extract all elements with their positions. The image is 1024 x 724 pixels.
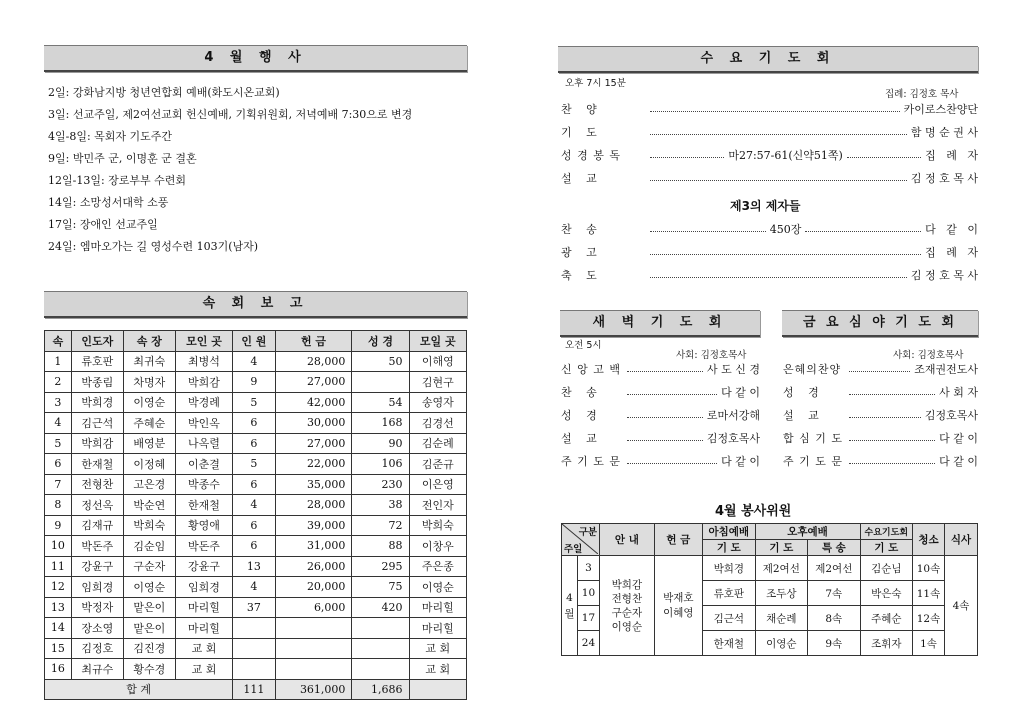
- program-label: 합 심 기 도: [783, 432, 843, 445]
- list-item: 12일-13일: 장로부부 수련회: [48, 174, 187, 187]
- table-row: [562, 556, 978, 581]
- table-cell: 이은영: [409, 474, 466, 495]
- program-label: 설 교: [561, 172, 598, 185]
- afternoon-special-cell: 7속: [808, 581, 861, 606]
- clean-header: 청소: [913, 524, 945, 556]
- program-label: 주 기 도 문: [561, 455, 621, 468]
- table-cell: 230: [352, 474, 409, 495]
- dotted-leader: [650, 231, 766, 232]
- table-cell: 박경례: [175, 392, 232, 413]
- afternoon-special-cell: 8속: [808, 606, 861, 631]
- table-cell: 주은종: [409, 556, 466, 577]
- table-cell: 72: [352, 515, 409, 536]
- column-header: 모인 곳: [175, 331, 232, 352]
- table-row: [45, 392, 467, 413]
- table-cell: [352, 372, 409, 393]
- table-cell: 박돈주: [175, 536, 232, 557]
- sokhoe-header: 속 회 보 고: [44, 291, 467, 318]
- table-cell: 강윤구: [71, 556, 123, 577]
- table-cell: 정선옥: [71, 495, 123, 516]
- dotted-leader: [650, 134, 907, 135]
- table-cell: 박희경: [71, 392, 123, 413]
- table-cell: [275, 618, 352, 639]
- table-cell: 27,000: [275, 372, 352, 393]
- table-cell: 50: [352, 351, 409, 372]
- dotted-leader: [650, 180, 907, 181]
- table-cell: 37: [233, 597, 275, 618]
- table-row: [45, 536, 467, 557]
- program-value: 다 같 이: [939, 455, 978, 468]
- program-line: [561, 384, 760, 400]
- table-cell: 박순연: [123, 495, 175, 516]
- table-cell: 김진경: [123, 638, 175, 659]
- corner-top-label: 구분: [578, 527, 598, 538]
- program-value: 다 같 이: [721, 386, 760, 399]
- table-cell: 3: [45, 392, 72, 413]
- table-cell: 4: [233, 495, 275, 516]
- morning-prayer-cell: 박희경: [703, 556, 756, 581]
- afternoon-header: 오후예배: [755, 524, 860, 540]
- table-cell: 주혜순: [123, 413, 175, 434]
- program-line: [783, 430, 978, 446]
- table-cell: 35,000: [275, 474, 352, 495]
- friday-leader: 사회: 김정호목사: [893, 350, 964, 361]
- table-row: [45, 515, 467, 536]
- morning-prayer-cell: 류호판: [703, 581, 756, 606]
- program-value: 다 같 이: [939, 432, 978, 445]
- table-cell: 김경선: [409, 413, 466, 434]
- program-value: 집 례 자: [925, 149, 979, 162]
- table-cell: [352, 638, 409, 659]
- table-cell: 42,000: [275, 392, 352, 413]
- table-row: [45, 659, 467, 680]
- table-cell: 박희숙: [409, 515, 466, 536]
- table-cell: 교 회: [409, 659, 466, 680]
- table-cell: 전형찬: [71, 474, 123, 495]
- table-cell: 28,000: [275, 351, 352, 372]
- table-cell: 마리힐: [409, 597, 466, 618]
- table-cell: 420: [352, 597, 409, 618]
- program-value: 다 같 이: [925, 223, 979, 236]
- week-cell: 3: [577, 556, 599, 581]
- list-item: 4일-8일: 목회자 기도주간: [48, 130, 173, 143]
- table-cell: 류호판: [71, 351, 123, 372]
- week-cell: 17: [577, 606, 599, 631]
- table-cell: 한재철: [175, 495, 232, 516]
- table-cell: 박희숙: [123, 515, 175, 536]
- table-cell: 박정자: [71, 597, 123, 618]
- table-cell: 김재규: [71, 515, 123, 536]
- dotted-leader: [627, 417, 703, 418]
- table-cell: [233, 659, 275, 680]
- program-line: [561, 124, 978, 140]
- dotted-leader: [627, 440, 703, 441]
- table-cell: 이영순: [123, 577, 175, 598]
- table-cell: 김정호: [71, 638, 123, 659]
- table-cell: 6: [233, 515, 275, 536]
- table-row: [45, 372, 467, 393]
- dotted-leader: [650, 111, 900, 112]
- table-cell: 이춘결: [175, 454, 232, 475]
- program-value: 사 도 신 경: [707, 363, 760, 376]
- afternoon-prayer-cell: 채순례: [755, 606, 808, 631]
- program-line: [783, 361, 978, 377]
- table-cell: 차명자: [123, 372, 175, 393]
- morning-prayer-header: 기 도: [703, 540, 756, 556]
- dotted-leader: [847, 157, 921, 158]
- afternoon-special-cell: 9속: [808, 631, 861, 656]
- bongsa-title: 4월 봉사위원: [715, 504, 792, 519]
- total-row: [45, 679, 467, 700]
- table-cell: 김준규: [409, 454, 466, 475]
- program-label: 주 기 도 문: [783, 455, 843, 468]
- table-cell: 6: [233, 433, 275, 454]
- program-label: 기 도: [561, 126, 598, 139]
- program-line: [561, 170, 978, 186]
- table-cell: 30,000: [275, 413, 352, 434]
- table-cell: 4: [233, 577, 275, 598]
- table-cell: 14: [45, 618, 72, 639]
- morning-prayer-cell: 한재철: [703, 631, 756, 656]
- table-cell: 맡은이: [123, 618, 175, 639]
- table-cell: 90: [352, 433, 409, 454]
- wed-prayer-cell: 주혜순: [860, 606, 913, 631]
- column-header: 헌 금: [275, 331, 352, 352]
- table-cell: 최귀숙: [123, 351, 175, 372]
- wed-prayer-header: 기 도: [860, 540, 913, 556]
- list-item: 2일: 강화남지방 청년연합회 예배(화도시온교회): [48, 86, 280, 99]
- program-label: 은혜의찬양: [783, 363, 842, 376]
- program-value: 김 정 호 목 사: [910, 269, 978, 282]
- morning-prayer-cell: 김근석: [703, 606, 756, 631]
- table-header-row: [45, 331, 467, 352]
- table-cell: 배영분: [123, 433, 175, 454]
- table-cell: 10: [45, 536, 72, 557]
- program-value: 김정호목사: [706, 432, 760, 445]
- total-offering: 361,000: [275, 679, 352, 700]
- wed-header: 수요기도회: [860, 524, 913, 540]
- table-cell: 5: [233, 454, 275, 475]
- dotted-leader: [627, 394, 717, 395]
- dotted-leader: [849, 417, 921, 418]
- friday-header: 금 요 심 야 기 도 회: [782, 310, 978, 337]
- table-row: [45, 351, 467, 372]
- dawn-leader: 사회: 김정호목사: [676, 350, 747, 361]
- table-cell: [352, 618, 409, 639]
- table-cell: 김순례: [409, 433, 466, 454]
- table-row: [45, 556, 467, 577]
- program-label: 축 도: [561, 269, 598, 282]
- list-item: 9일: 박민주 군, 이명훈 군 결혼: [48, 152, 197, 165]
- table-cell: 8: [45, 495, 72, 516]
- table-cell: 88: [352, 536, 409, 557]
- table-cell: [352, 659, 409, 680]
- table-cell: 6: [233, 413, 275, 434]
- table-cell: 강윤구: [175, 556, 232, 577]
- table-cell: 20,000: [275, 577, 352, 598]
- table-cell: 75: [352, 577, 409, 598]
- guide-header: 안 내: [600, 524, 655, 556]
- total-label: 합 계: [45, 679, 233, 700]
- program-label: 설 교: [783, 409, 820, 422]
- table-cell: 박돈주: [71, 536, 123, 557]
- program-line: [561, 361, 760, 377]
- program-label: 신 앙 고 백: [561, 363, 621, 376]
- bongsa-table: [561, 523, 978, 656]
- table-cell: 6,000: [275, 597, 352, 618]
- program-line: [561, 453, 760, 469]
- table-cell: 교 회: [175, 659, 232, 680]
- table-cell: 송영자: [409, 392, 466, 413]
- table-cell: [275, 638, 352, 659]
- table-cell: 황영애: [175, 515, 232, 536]
- table-cell: 11: [45, 556, 72, 577]
- column-header: 속 장: [123, 331, 175, 352]
- list-item: 3일: 선교주일, 제2여선교회 헌신예배, 기획위원회, 저녁예배 7:30으로 변경: [48, 108, 413, 121]
- column-header: 인도자: [71, 331, 123, 352]
- table-cell: 구순자: [123, 556, 175, 577]
- table-cell: 6: [45, 454, 72, 475]
- table-cell: 9: [45, 515, 72, 536]
- program-detail: 450장: [769, 223, 802, 236]
- table-cell: 106: [352, 454, 409, 475]
- table-cell: 박인옥: [175, 413, 232, 434]
- table-cell: [275, 659, 352, 680]
- program-label: 찬 송: [561, 386, 598, 399]
- table-cell: 마리힐: [175, 597, 232, 618]
- afternoon-prayer-header: 기 도: [755, 540, 808, 556]
- afternoon-prayer-cell: 제2여선: [755, 556, 808, 581]
- table-cell: 마리힐: [409, 618, 466, 639]
- corner-bottom-label: 주일: [564, 544, 583, 555]
- table-cell: 전인자: [409, 495, 466, 516]
- list-item: 24일: 엠마오가는 길 영성수련 103기(남자): [48, 240, 259, 253]
- column-header: 모일 곳: [409, 331, 466, 352]
- table-row: [45, 618, 467, 639]
- table-cell: [233, 618, 275, 639]
- program-value: 카이로스찬양단: [903, 103, 978, 116]
- table-cell: 9: [233, 372, 275, 393]
- dotted-leader: [849, 463, 935, 464]
- dotted-leader: [805, 231, 921, 232]
- dotted-leader: [650, 277, 907, 278]
- table-cell: 이창우: [409, 536, 466, 557]
- program-line: [561, 407, 760, 423]
- dawn-header: 새 벽 기 도 회: [560, 310, 760, 337]
- table-cell: 임희경: [71, 577, 123, 598]
- table-cell: 295: [352, 556, 409, 577]
- month-cell: 4 월: [562, 556, 578, 656]
- total-bible: 1,686: [352, 679, 409, 700]
- program-value: 함 명 순 권 사: [910, 126, 978, 139]
- table-row: [45, 433, 467, 454]
- table-cell: 이해영: [409, 351, 466, 372]
- program-label: 성 경: [783, 386, 820, 399]
- april-events-header: 4 월 행 사: [44, 45, 467, 72]
- program-value: 로마서강해: [706, 409, 760, 422]
- table-cell: 교 회: [409, 638, 466, 659]
- table-cell: 168: [352, 413, 409, 434]
- wed-prayer-cell: 조휘자: [860, 631, 913, 656]
- table-row: [45, 474, 467, 495]
- table-cell: 맡은이: [123, 597, 175, 618]
- table-cell: 박종수: [175, 474, 232, 495]
- table-cell: 나옥렬: [175, 433, 232, 454]
- program-label: 광 고: [561, 246, 598, 259]
- program-value: 다 같 이: [721, 455, 760, 468]
- april-events-list: [48, 82, 412, 258]
- table-cell: 이정혜: [123, 454, 175, 475]
- dotted-leader: [849, 394, 935, 395]
- program-label: 성 경: [561, 409, 598, 422]
- table-cell: 54: [352, 392, 409, 413]
- table-row: [45, 577, 467, 598]
- program-line: [783, 407, 978, 423]
- meal-cell: 4속: [944, 556, 977, 656]
- dotted-leader: [627, 463, 717, 464]
- table-cell: 박희감: [71, 433, 123, 454]
- dotted-leader: [650, 157, 724, 158]
- table-row: [45, 638, 467, 659]
- table-cell: 27,000: [275, 433, 352, 454]
- column-header: 속: [45, 331, 72, 352]
- afternoon-prayer-cell: 조두상: [755, 581, 808, 606]
- wed-prayer-cell: 김순님: [860, 556, 913, 581]
- dotted-leader: [627, 371, 703, 372]
- program-label: 성 경 봉 독: [561, 149, 621, 162]
- sokhoe-table: [44, 330, 467, 700]
- table-cell: 13: [45, 597, 72, 618]
- table-cell: 김순임: [123, 536, 175, 557]
- table-cell: 박희감: [175, 372, 232, 393]
- program-line: [561, 430, 760, 446]
- table-cell: 고은경: [123, 474, 175, 495]
- afternoon-prayer-cell: 이영순: [755, 631, 808, 656]
- table-cell: 임희경: [175, 577, 232, 598]
- program-line: [561, 221, 978, 237]
- column-header: 인 원: [233, 331, 275, 352]
- wednesday-header: 수 요 기 도 회: [558, 46, 978, 73]
- program-label: 찬 송: [561, 223, 598, 236]
- program-line: [561, 101, 978, 117]
- table-cell: 38: [352, 495, 409, 516]
- table-row: [45, 597, 467, 618]
- sermon-title: 제3의 제자들: [730, 199, 801, 213]
- table-row: [45, 454, 467, 475]
- table-cell: 이영순: [123, 392, 175, 413]
- guides-cell: 박희감 전형찬 구순자 이영순: [600, 556, 655, 656]
- meal-header: 식사: [944, 524, 977, 556]
- table-cell: 39,000: [275, 515, 352, 536]
- table-cell: 16: [45, 659, 72, 680]
- program-line: [783, 453, 978, 469]
- list-item: 14일: 소망성서대학 소풍: [48, 196, 169, 209]
- table-cell: 한재철: [71, 454, 123, 475]
- table-cell: 장소영: [71, 618, 123, 639]
- week-cell: 10: [577, 581, 599, 606]
- table-cell: 5: [45, 433, 72, 454]
- program-line: [561, 267, 978, 283]
- program-detail: 마27:57-61(신약51쪽): [728, 149, 843, 162]
- table-cell: [233, 638, 275, 659]
- week-cell: 24: [577, 631, 599, 656]
- table-row: [45, 413, 467, 434]
- clean-cell: 12속: [913, 606, 945, 631]
- program-line: [783, 384, 978, 400]
- wednesday-time: 오후 7시 15분: [565, 78, 626, 89]
- clean-cell: 1속: [913, 631, 945, 656]
- column-header: 성 경: [352, 331, 409, 352]
- table-cell: 7: [45, 474, 72, 495]
- table-cell: 김근석: [71, 413, 123, 434]
- program-line: [561, 147, 978, 163]
- offering-cell: 박재호 이혜영: [654, 556, 702, 656]
- table-cell: 12: [45, 577, 72, 598]
- table-cell: 2: [45, 372, 72, 393]
- total-count: 111: [233, 679, 275, 700]
- table-cell: 6: [233, 474, 275, 495]
- table-cell: 박종림: [71, 372, 123, 393]
- table-cell: 1: [45, 351, 72, 372]
- dotted-leader: [650, 254, 921, 255]
- table-cell: 최규수: [71, 659, 123, 680]
- program-value: 김 정 호 목 사: [910, 172, 978, 185]
- table-cell: 31,000: [275, 536, 352, 557]
- clean-cell: 11속: [913, 581, 945, 606]
- table-cell: 26,000: [275, 556, 352, 577]
- morning-header: 아침예배: [703, 524, 756, 540]
- table-cell: 이영순: [409, 577, 466, 598]
- table-cell: 황수경: [123, 659, 175, 680]
- wednesday-leader: 집례: 김정호 목사: [885, 89, 959, 100]
- afternoon-special-cell: 제2여선: [808, 556, 861, 581]
- program-value: 조재권전도사: [914, 363, 978, 376]
- program-value: 집 례 자: [925, 246, 978, 259]
- table-cell: 5: [233, 392, 275, 413]
- offering-header: 헌 금: [654, 524, 702, 556]
- program-value: 사 회 자: [939, 386, 978, 399]
- wed-prayer-cell: 박은숙: [860, 581, 913, 606]
- program-label: 설 교: [561, 432, 598, 445]
- dawn-time: 오전 5시: [565, 340, 602, 351]
- table-cell: 마리힐: [175, 618, 232, 639]
- program-label: 찬 양: [561, 103, 598, 116]
- program-line: [561, 244, 978, 260]
- table-cell: 최병석: [175, 351, 232, 372]
- list-item: 17일: 장애인 선교주일: [48, 218, 158, 231]
- table-cell: 22,000: [275, 454, 352, 475]
- program-value: 김정호목사: [924, 409, 978, 422]
- table-row: [45, 495, 467, 516]
- table-cell: 4: [233, 351, 275, 372]
- corner-cell: [562, 524, 600, 556]
- clean-cell: 10속: [913, 556, 945, 581]
- table-cell: 15: [45, 638, 72, 659]
- table-cell: 6: [233, 536, 275, 557]
- dotted-leader: [849, 371, 910, 372]
- table-cell: 김현구: [409, 372, 466, 393]
- dotted-leader: [849, 440, 935, 441]
- afternoon-special-header: 특 송: [808, 540, 861, 556]
- table-cell: 4: [45, 413, 72, 434]
- total-blank: [409, 679, 466, 700]
- table-cell: 교 회: [175, 638, 232, 659]
- table-cell: 28,000: [275, 495, 352, 516]
- table-cell: 13: [233, 556, 275, 577]
